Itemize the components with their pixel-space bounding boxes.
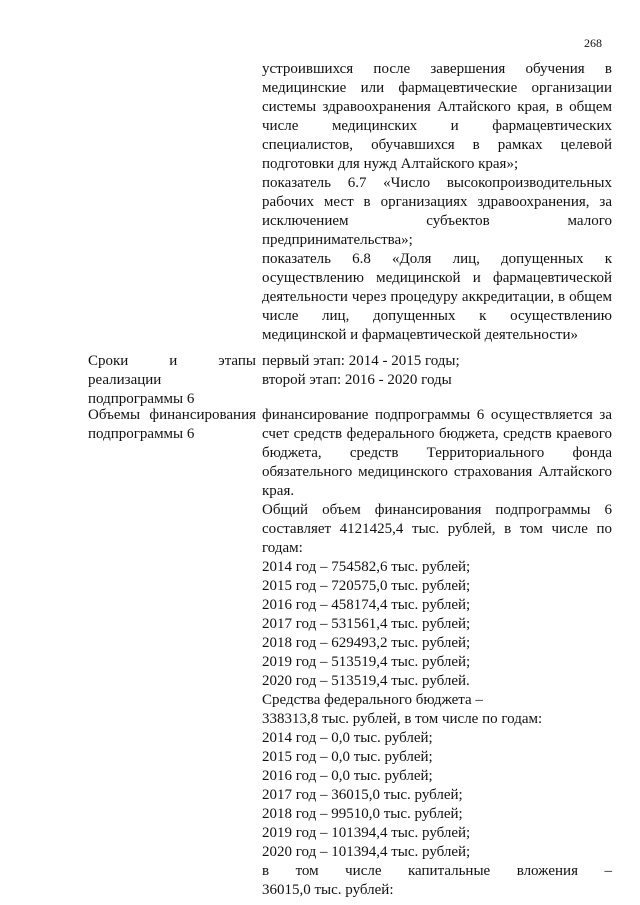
year-line: 2016 год – 458174,4 тыс. рублей; <box>262 597 471 613</box>
indicators-continuation <box>262 60 612 345</box>
year-line: 2020 год – 513519,4 тыс. рублей. <box>262 673 470 689</box>
terms-line: второй этап: 2016 - 2020 годы <box>262 372 452 388</box>
capital-word: числе <box>345 863 382 879</box>
federal-year-line: 2014 год – 0,0 тыс. рублей; <box>262 730 433 746</box>
terms-label: Сроки и этапы реализации подпрограммы 6 <box>88 353 256 407</box>
capital-word: в <box>262 863 270 879</box>
funding-total-paragraph: Общий объем финансирования подпрограммы 6 составляет 4121425,4 тыс. рублей, в том числе по годам: <box>262 502 612 556</box>
federal-year-line: 2018 год – 99510,0 тыс. рублей; <box>262 806 463 822</box>
capital-investment-value: 36015,0 тыс. рублей: <box>262 882 394 898</box>
federal-total: 338313,8 тыс. рублей, в том числе по годам: <box>262 711 543 727</box>
year-line: 2018 год – 629493,2 тыс. рублей; <box>262 635 471 651</box>
federal-year-line: 2015 год – 0,0 тыс. рублей; <box>262 749 433 765</box>
year-line: 2017 год – 531561,4 тыс. рублей; <box>262 616 471 632</box>
indicator-paragraph: устроившихся после завершения обучения в медицинские или фармацевтические организации системы здравоохранения Алтайского края, в общем числе медицинских и фармацевтических специалистов, обучавшихся в рамках целевой подготовки для нужд Алтайского края»; <box>262 61 612 172</box>
capital-word: том <box>295 863 319 879</box>
funding-label: Объемы финансирования подпрограммы 6 <box>88 407 256 442</box>
terms-value <box>262 352 612 390</box>
federal-heading: Средства федерального бюджета – <box>262 692 483 708</box>
indicator-paragraph: показатель 6.7 «Число высокопроизводительных рабочих мест в организациях здравоохранения, за исключением субъектов малого предпринимательства»; <box>262 175 612 248</box>
federal-year-line: 2016 год – 0,0 тыс. рублей; <box>262 768 433 784</box>
federal-year-line: 2019 год – 101394,4 тыс. рублей; <box>262 825 471 841</box>
indicator-paragraph: показатель 6.8 «Доля лиц, допущенных к осуществлению медицинской и фармацевтической деятельности через процедуру аккредитации, в общем числе лиц, допущенных к осуществлению медицинской и фармацевтической деятельности» <box>262 251 612 343</box>
capital-investment-line <box>262 862 612 881</box>
federal-year-line: 2020 год – 101394,4 тыс. рублей; <box>262 844 471 860</box>
funding-sources-paragraph: финансирование подпрограммы 6 осуществляется за счет средств федерального бюджета, средств краевого бюджета, средств Территориального фонда обязательного медицинского страхования Алтайского края. <box>262 407 612 499</box>
year-line: 2014 год – 754582,6 тыс. рублей; <box>262 559 471 575</box>
page-number: 268 <box>584 36 602 50</box>
year-line: 2019 год – 513519,4 тыс. рублей; <box>262 654 471 670</box>
federal-year-line: 2017 год – 36015,0 тыс. рублей; <box>262 787 463 803</box>
funding-value <box>262 406 612 900</box>
capital-word: капитальные <box>408 863 491 879</box>
capital-word: вложения <box>516 863 578 879</box>
year-line: 2015 год – 720575,0 тыс. рублей; <box>262 578 471 594</box>
terms-line: первый этап: 2014 - 2015 годы; <box>262 353 460 369</box>
capital-word: – <box>604 863 612 879</box>
